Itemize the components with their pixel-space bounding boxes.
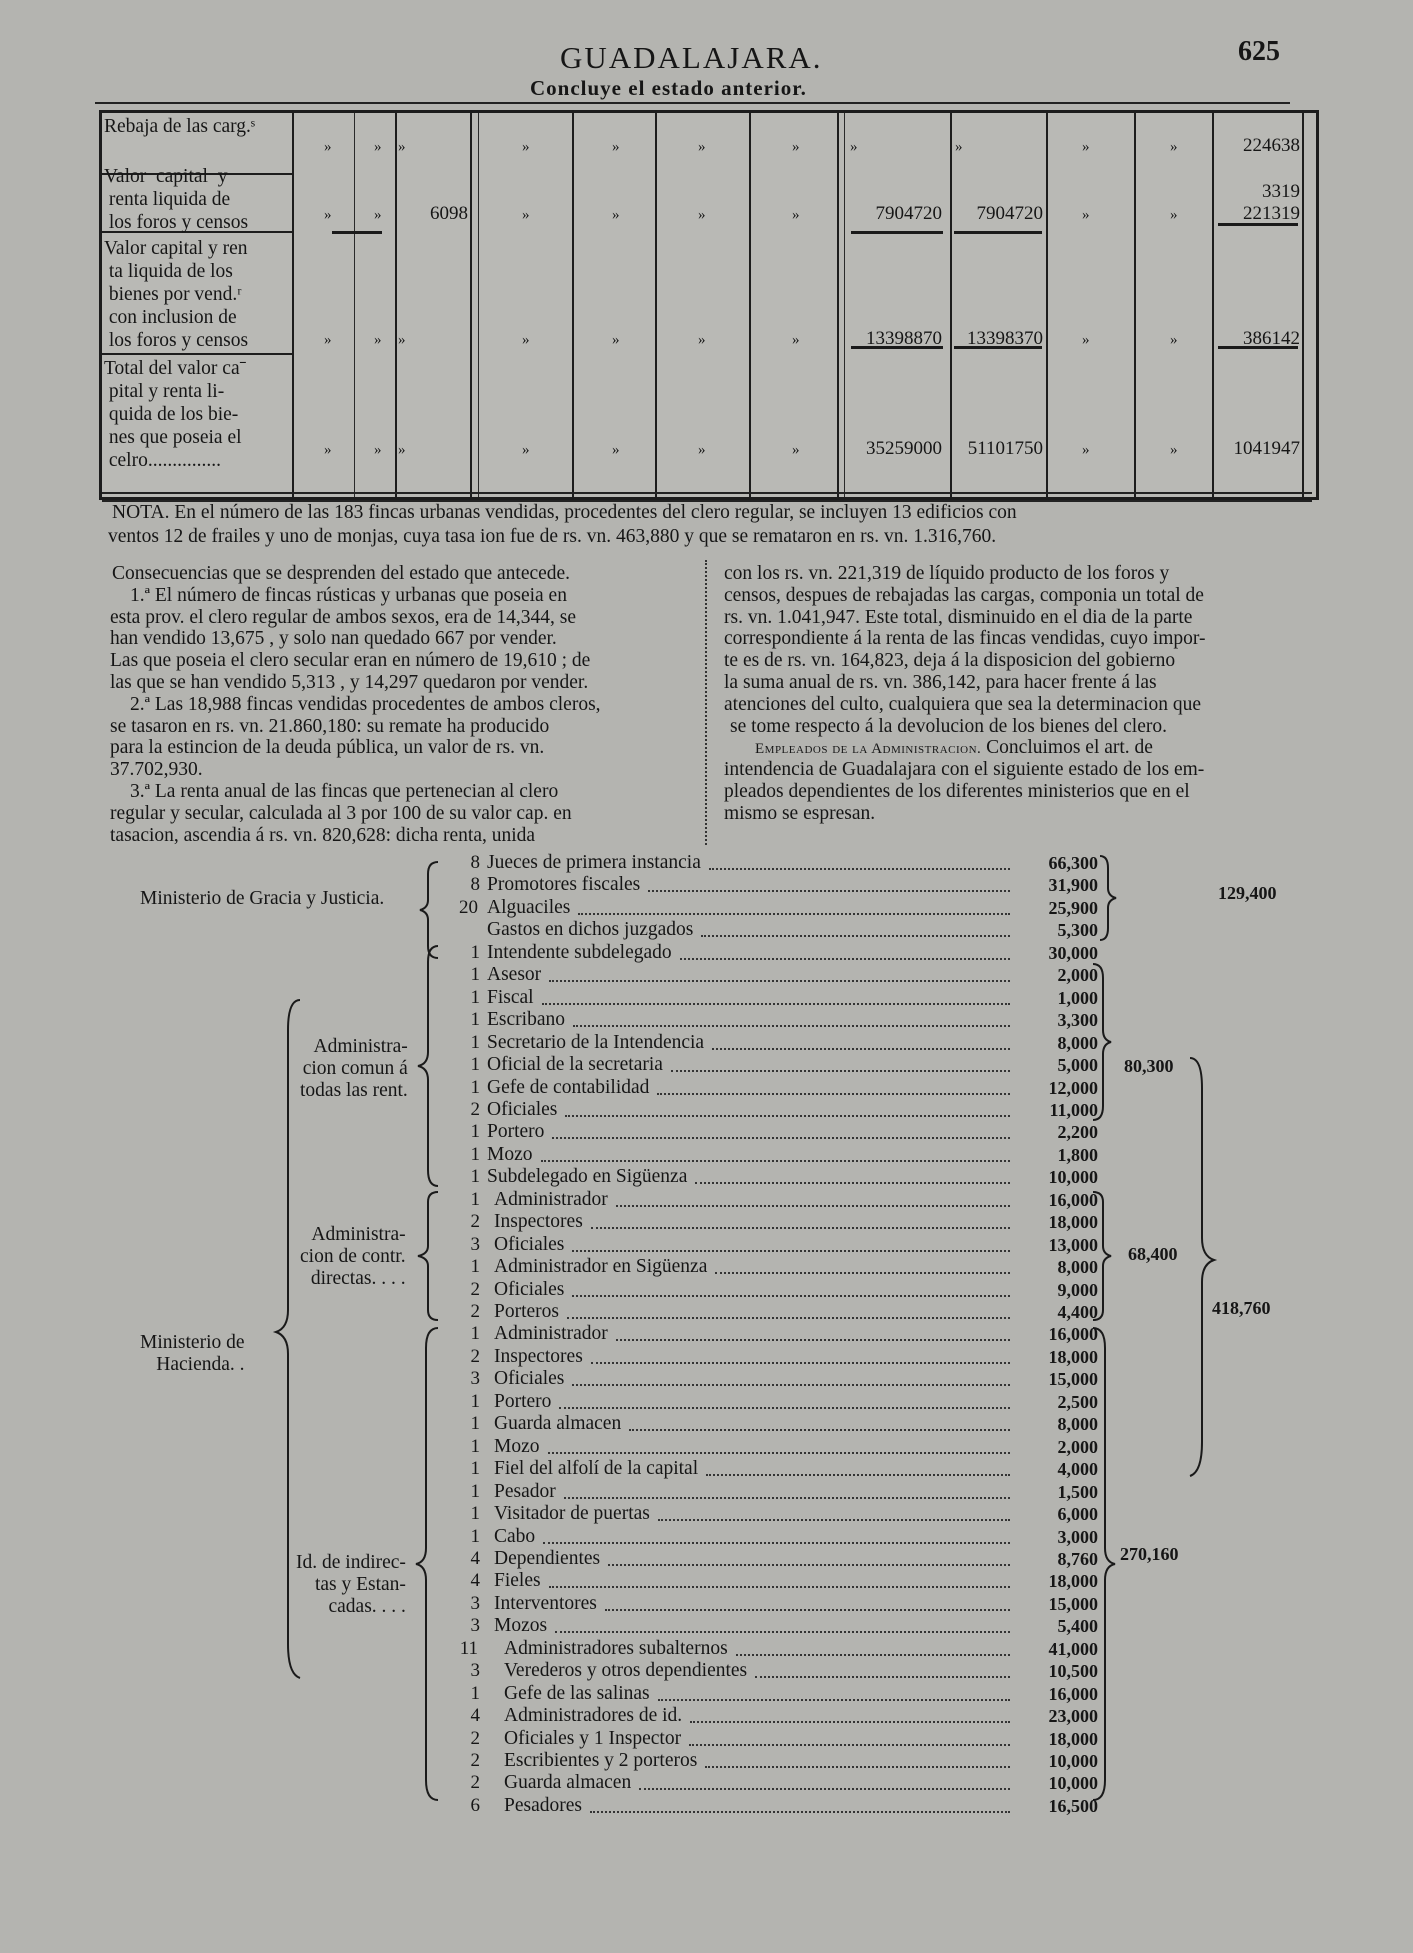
group-total-comun: 80,300 [1124,1056,1174,1076]
right-column-line: atenciones del culto, cualquiera que sea la determinacion que [724,693,1201,715]
employee-count: 2 [470,1727,480,1749]
employee-salary: 1,000 [1057,987,1098,1008]
table-cell: » [698,139,706,155]
employee-salary: 15,000 [1048,1593,1098,1614]
employee-count: 6 [470,1794,480,1816]
table-cell: 35259000 [866,438,942,459]
table-cell: » [522,442,530,458]
employee-count: 2 [470,1301,480,1322]
brace [416,1328,438,1800]
employee-count: 1 [470,1009,480,1031]
group-total-indirectas: 270,160 [1120,1544,1179,1564]
employee-salary: 13,000 [1048,1234,1098,1255]
employee-count: 1 [470,986,480,1008]
page-subtitle: Concluye el estado anterior. [530,76,807,100]
row-label: Valor capital y ren ta liquida de los bienes por vend.ʳ con inclusion de los foros y censos [104,238,249,351]
employee-title: Guarda almacen [494,1413,622,1435]
brace [1093,1192,1111,1320]
employee-salary: 10,500 [1048,1661,1098,1682]
employee-count: 4 [470,1570,480,1592]
employee-title: Interventores [494,1592,597,1614]
employee-count: 1 [470,1166,480,1188]
table-cell: » [1170,442,1178,458]
employee-title: Administradores subalternos [504,1637,728,1659]
table-cell: » [792,332,800,348]
employee-title: Portero [494,1390,552,1412]
table-cell: » [324,332,332,348]
employee-count: 3 [470,1592,480,1614]
employee-count: 1 [470,1390,480,1412]
table-cell: » [698,207,706,223]
table-cell: » [1082,442,1090,458]
right-column-line: la suma anual de rs. vn. 386,142, para hacer frente á las [724,672,1157,693]
brace [418,1192,438,1320]
employee-salary: 4,000 [1057,1459,1098,1480]
employee-count: 3 [470,1660,480,1682]
employee-title: Administrador [494,1188,608,1210]
table-cell: » [612,207,620,223]
group-total-hacienda: 418,760 [1212,1298,1271,1318]
employee-count: 2 [470,1278,480,1300]
employee-title: Mozo [487,1143,533,1165]
employee-salary: 5,000 [1057,1055,1098,1076]
employee-salary: 25,900 [1048,897,1098,918]
table-cell: » [398,442,406,458]
employee-title: Oficiales [494,1233,565,1255]
right-column-line: mismo se espresan. [724,802,876,824]
employee-title: Oficiales [494,1278,565,1300]
right-column-line: censos, despues de rebajadas las cargas, componia un total de [724,584,1204,606]
group-label-adm-directas: Administra- cion de contr. directas. . . . [300,1224,406,1289]
table-cell: 1041947 [1233,438,1300,459]
employee-count: 2 [470,1211,480,1233]
employee-title: Alguaciles [487,896,571,918]
table-cell: 386142 [1243,328,1300,349]
brace [420,862,438,958]
brace [418,946,438,1186]
employee-title: Inspectores [494,1211,583,1233]
employee-title: Cabo [494,1525,536,1547]
employee-salary: 9,000 [1057,1279,1098,1300]
employee-title: Escribientes y 2 porteros [504,1750,698,1771]
left-column-line: Las que poseia el clero secular eran en número de 19,610 ; de [110,650,591,672]
employee-salary: 41,000 [1048,1638,1098,1659]
employee-salary: 1,500 [1057,1481,1098,1502]
table-cell: » [1170,139,1178,155]
table-cell: » [1082,139,1090,155]
table-cell: » [324,207,332,223]
employee-title: Visitador de puertas [494,1503,650,1525]
page-number: 625 [1238,36,1280,67]
employee-count: 3 [470,1368,480,1390]
employee-count: 1 [470,1682,480,1704]
employee-salary: 8,000 [1057,1257,1098,1278]
table-cell: 224638 [1243,135,1300,156]
employee-title: Oficiales y 1 Inspector [504,1727,682,1749]
table-cell: » [955,139,963,155]
employee-count: 20 [459,896,478,918]
employee-salary: 31,900 [1048,875,1098,896]
employee-count: 3 [470,1615,480,1637]
employee-count: 1 [470,1188,480,1210]
table-cell: » [1170,332,1178,348]
table-cell: 13398870 [866,328,942,349]
table-cell: » [1082,332,1090,348]
employee-salary: 2,200 [1057,1122,1098,1143]
brace [1190,1058,1214,1476]
table-cell: » [374,442,382,458]
employee-title: Escribano [487,1009,565,1031]
employee-salary: 30,000 [1048,942,1098,963]
table-cell: » [698,332,706,348]
table-cell: » [792,207,800,223]
page-title: GUADALAJARA. [560,40,823,75]
table-cell: » [612,442,620,458]
employee-title: Secretario de la Intendencia [487,1031,705,1053]
group-label-indirectas: Id. de indirec- tas y Estan- cadas. . . . [296,1552,406,1617]
section-heading: Empleados de la Administracion. [755,741,982,758]
right-column-line: intendencia de Guadalajara con el siguiente estado de los em- [724,759,1205,781]
table-cell: » [612,332,620,348]
employee-salary: 3,000 [1057,1526,1098,1547]
employee-title: Inspectores [494,1345,583,1367]
employee-title: Pesadores [504,1794,582,1816]
employee-title: Fiel del alfolí de la capital [494,1458,699,1480]
employee-title: Gastos en dichos juzgados [487,919,694,941]
employee-count: 1 [470,1256,480,1278]
employee-salary: 8,760 [1057,1548,1098,1569]
heading-tail: Concluimos el art. de [981,737,1153,759]
employee-count: 2 [470,1345,480,1367]
row-label: Total del valor caˉ pital y renta li- quida de los bie- nes que poseia el celro............... [104,358,247,471]
employee-title: Mozos [494,1615,548,1637]
employee-count: 1 [470,941,480,963]
table-cell: » [792,442,800,458]
employee-salary: 12,000 [1048,1077,1098,1098]
employee-title: Dependientes [494,1547,601,1569]
employee-title: Promotores fiscales [487,874,641,896]
table-cell: 7904720 [976,203,1043,224]
employee-salary: 8,000 [1057,1032,1098,1053]
employee-title: Oficial de la secretaria [487,1054,663,1076]
left-column-line: Consecuencias que se desprenden del estado que antecede. [112,563,571,584]
employee-count: 8 [470,874,480,896]
table-cell: » [374,207,382,223]
employee-salary: 1,800 [1057,1144,1098,1165]
table-cell: » [398,139,406,155]
employee-salary: 16,500 [1048,1795,1098,1816]
table-cell: 51101750 [967,438,1043,459]
employee-salary: 4,400 [1057,1302,1098,1322]
employee-count: 1 [470,1525,480,1547]
employee-title: Administrador [494,1323,608,1345]
employee-title: Fiscal [487,986,534,1008]
table-cell: » [522,139,530,155]
employee-count: 1 [470,1503,480,1525]
employee-salary: 23,000 [1048,1706,1098,1727]
employee-salary: 2,000 [1057,965,1098,986]
table-cell: » [792,139,800,155]
group-label-adm-comun: Administra- cion comun á todas las rent. [300,1036,408,1101]
employee-title: Administrador en Sigüenza [494,1256,708,1278]
left-column-line: se tasaron en rs. vn. 21.860,180: su remate ha producido [110,715,550,737]
employee-count: 11 [459,1637,478,1659]
employee-count: 2 [470,1750,480,1771]
right-column-line: con los rs. vn. 221,319 de líquido producto de los foros y [724,563,1170,584]
employee-count: 1 [470,964,480,986]
employee-title: Pesador [494,1480,556,1502]
employee-title: Portero [487,1121,545,1143]
table-cell: » [1082,207,1090,223]
employee-title: Gefe de contabilidad [487,1076,650,1098]
employee-salary: 3,300 [1057,1010,1098,1031]
employee-title: Guarda almacen [504,1772,632,1794]
left-column-line: han vendido 13,675 , y solo nan quedado 667 por vender. [110,628,557,650]
brace [276,1000,300,1678]
employee-salary: 5,300 [1057,920,1098,941]
nota-line: ventos 12 de frailes y uno de monjas, cuya tasa ion fue de rs. vn. 463,880 y que se remataron en rs. vn. 1.316,760. [108,526,997,547]
table-cell: » [522,332,530,348]
employee-salary: 16,000 [1048,1189,1098,1210]
employee-count: 1 [470,1031,480,1053]
row-label: Rebaja de las carg.ˢ [104,116,256,137]
employee-salary: 18,000 [1048,1728,1098,1749]
employee-salary: 2,500 [1057,1391,1098,1412]
employee-count: 1 [470,1480,480,1502]
group-label-hacienda: Ministerio de Hacienda. . [140,1332,245,1375]
employee-count: 1 [470,1323,480,1345]
employee-salary: 8,000 [1057,1414,1098,1435]
table-cell: 6098 [430,203,468,224]
group-total-gracia: 129,400 [1218,883,1277,903]
employee-title: Jueces de primera instancia [487,852,701,873]
table-cell: » [374,139,382,155]
right-column-line: te es de rs. vn. 164,823, deja á la disposicion del gobierno [724,650,1176,672]
employee-salary: 10,000 [1048,1167,1098,1188]
left-column-line: para la estincion de la deuda pública, un valor de rs. vn. [110,737,545,759]
group-label-gracia: Ministerio de Gracia y Justicia. [140,888,385,909]
brace [1100,856,1116,940]
employee-title: Asesor [487,964,542,986]
employee-salary: 10,000 [1048,1751,1098,1771]
table-cell: » [1170,207,1178,223]
right-column-line: pleados dependientes de los diferentes ministerios que en el [724,781,1190,802]
employee-count: 1 [470,1054,480,1076]
employee-salary: 6,000 [1057,1504,1098,1525]
table-cell: » [398,332,406,348]
table-cell: » [612,139,620,155]
employee-salary: 2,000 [1057,1436,1098,1457]
table-cell: » [522,207,530,223]
brace [1093,1328,1115,1800]
employee-salary: 16,000 [1048,1683,1098,1704]
employee-count: 2 [470,1772,480,1794]
left-column-line: 2.ª Las 18,988 fincas vendidas procedentes de ambos cleros, [130,693,601,715]
employee-title: Porteros [494,1301,559,1322]
employee-salary: 18,000 [1048,1212,1098,1233]
table-cell: » [698,442,706,458]
employee-title: Subdelegado en Sigüenza [487,1166,688,1188]
employee-salary: 5,400 [1057,1616,1098,1637]
left-column-line: regular y secular, calculada al 3 por 100 de su valor cap. en [110,802,572,824]
employee-salary: 66,300 [1048,853,1098,873]
table-cell: 13398370 [967,328,1043,349]
row-label: Valor capital y renta liquida de los foros y censos [104,166,249,233]
employee-title: Administradores de id. [504,1705,683,1727]
brace [1093,964,1111,1120]
employee-title: Oficiales [487,1098,558,1120]
employee-count: 3 [470,1233,480,1255]
employee-count: 1 [470,1121,480,1143]
employee-salary: 15,000 [1048,1369,1098,1390]
table-cell: 3319 [1262,181,1300,202]
employee-salary: 16,000 [1048,1324,1098,1345]
left-column-line: 3.ª La renta anual de las fincas que pertenecian al clero [130,781,559,802]
table-cell: 221319 [1243,203,1300,224]
left-column-line: 1.ª El número de fincas rústicas y urbanas que poseia en [130,584,567,606]
employee-salary: 11,000 [1049,1099,1098,1120]
left-column-line: esta prov. el clero regular de ambos sexos, era de 14,344, se [110,606,577,628]
table-cell: » [850,139,858,155]
employee-count: 4 [470,1705,480,1727]
employee-title: Verederos y otros dependientes [504,1660,748,1682]
employee-title: Intendente subdelegado [487,941,672,963]
employee-salary: 10,000 [1048,1773,1098,1794]
employee-title: Mozo [494,1435,540,1457]
employee-count: 1 [470,1458,480,1480]
table-cell: » [324,442,332,458]
right-column-line: correspondiente á la renta de las fincas vendidas, cuyo impor- [724,628,1206,650]
employee-count: 4 [470,1547,480,1569]
employee-count: 1 [470,1143,480,1165]
employee-title: Fieles [494,1570,541,1592]
employee-salary: 18,000 [1048,1346,1098,1367]
employee-count: 1 [470,1076,480,1098]
table-cell: 7904720 [875,203,942,224]
employee-title: Gefe de las salinas [504,1682,650,1704]
table-cell: » [324,139,332,155]
employee-count: 1 [470,1435,480,1457]
left-column-line: 37.702,930. [110,759,203,781]
left-column-line: las que se han vendido 5,313 , y 14,297 quedaron por vender. [110,672,589,693]
left-column-line: tasacion, ascendia á rs. vn. 820,628: dicha renta, unida [110,824,536,846]
employee-title: Oficiales [494,1368,565,1390]
right-column-line: se tome respecto á la devolucion de los bienes del clero. [730,715,1167,737]
employee-count: 1 [470,1413,480,1435]
employee-count: 2 [470,1098,480,1120]
right-column-line: rs. vn. 1.041,947. Este total, disminuido en el dia de la parte [724,606,1193,628]
nota-line: NOTA. En el número de las 183 fincas urbanas vendidas, procedentes del clero regular, se incluyen 13 edificios con [112,502,1017,523]
employee-salary: 18,000 [1048,1571,1098,1592]
group-total-directas: 68,400 [1128,1244,1178,1264]
table-cell: » [374,332,382,348]
employee-count: 8 [470,852,480,873]
